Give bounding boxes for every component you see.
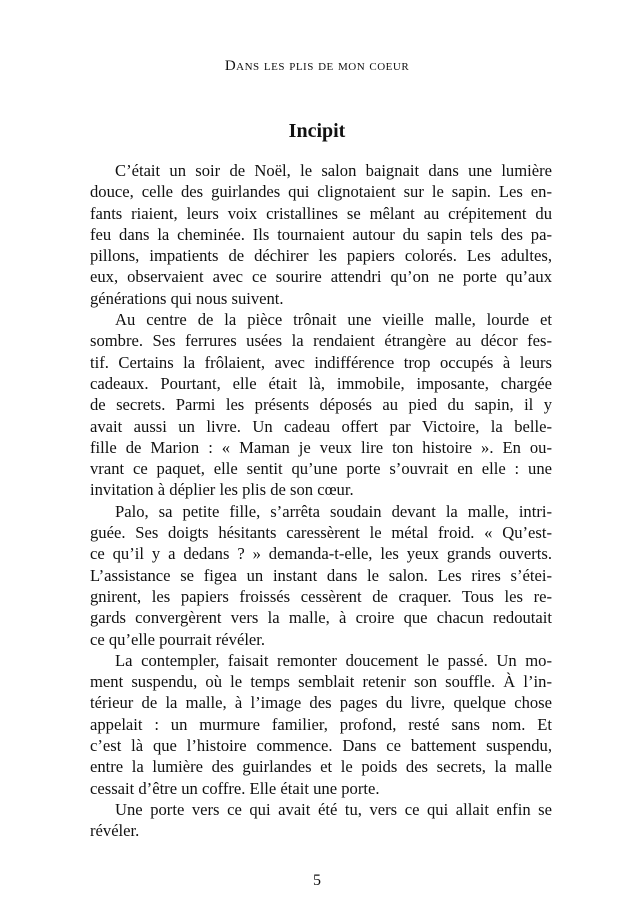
text-line: feu dans la cheminée. Ils tournaient autour du sapin tels des pa- xyxy=(90,224,552,244)
page-number: 5 xyxy=(313,872,321,889)
text-line: de secrets. Parmi les présents déposés au pied du sapin, il y xyxy=(90,395,552,415)
text-line: ce qu’elle pourrait révéler. xyxy=(90,629,266,649)
paragraph-2 xyxy=(90,309,552,501)
text-line: sombre. Ses ferrures usées la rendaient étrangère au décor fes- xyxy=(90,331,552,351)
text-line: ce qu’il y a dedans ? » demanda-t-elle, les yeux grands ouverts. xyxy=(90,544,552,564)
text-line: térieur de la malle, à l’image des pages du livre, quelque chose xyxy=(90,693,552,713)
paragraph-1 xyxy=(90,160,552,309)
text-line: fants riaient, leurs voix cristallines se mêlant au crépitement du xyxy=(90,203,552,223)
text-line: Une porte vers ce qui avait été tu, vers ce qui allait enfin se xyxy=(115,799,552,819)
text-line: révéler. xyxy=(90,821,140,841)
body-text xyxy=(90,160,552,842)
text-line: appelait : un murmure familier, profond, resté sans nom. Et xyxy=(90,714,552,734)
text-line: eux, observaient avec ce sourire attendri qu’on ne porte qu’aux xyxy=(90,267,552,287)
text-line: vrant ce paquet, elle sentit qu’une porte s’ouvrait en elle : une xyxy=(90,459,552,479)
text-line: fille de Marion : « Maman je veux lire ton histoire ». En ou- xyxy=(90,437,552,457)
text-line: c’est là que l’histoire commence. Dans ce battement suspendu, xyxy=(90,736,552,756)
text-line: La contempler, faisait remonter doucement le passé. Un mo- xyxy=(115,650,552,670)
text-line: tif. Certains la frôlaient, avec indifférence trop occupés à leurs xyxy=(90,352,552,372)
text-line: Au centre de la pièce trônait une vieille malle, lourde et xyxy=(115,310,552,330)
text-line: pillons, impatients de déchirer les papiers colorés. Les adultes, xyxy=(90,246,552,266)
text-line: L’assistance se figea un instant dans le salon. Les rires s’étei- xyxy=(90,565,552,585)
text-line: avait aussi un livre. Un cadeau offert par Victoire, la belle- xyxy=(90,416,552,436)
text-line: ment suspendu, où le temps semblait retenir son souffle. À l’in- xyxy=(90,672,552,692)
text-line: gnirent, les papiers froissés cessèrent de craquer. Tous les re- xyxy=(90,586,552,606)
text-line: douce, celle des guirlandes qui clignotaient sur le sapin. Les en- xyxy=(90,182,552,202)
text-line: gards convergèrent vers la malle, à croire que chacun redoutait xyxy=(90,608,552,628)
text-line: Palo, sa petite fille, s’arrêta soudain devant la malle, intri- xyxy=(115,501,552,521)
text-line: guée. Ses doigts hésitants caressèrent le métal froid. « Qu’est- xyxy=(90,523,552,543)
paragraph-5 xyxy=(90,799,552,842)
paragraph-4 xyxy=(90,650,552,799)
text-line: cadeaux. Pourtant, elle était là, immobile, imposante, chargée xyxy=(90,373,552,393)
text-line: C’était un soir de Noël, le salon baignait dans une lumière xyxy=(115,161,552,180)
chapter-title: Incipit xyxy=(288,120,346,142)
text-line: générations qui nous suivent. xyxy=(90,288,284,308)
paragraph-3 xyxy=(90,501,552,650)
text-line: entre la lumière des guirlandes et le poids des secrets, la malle xyxy=(90,757,552,777)
text-line: invitation à déplier les plis de son cœur. xyxy=(90,480,354,500)
text-line: cessait d’être un coffre. Elle était une porte. xyxy=(90,778,380,798)
running-title: Dans les plis de mon coeur xyxy=(224,58,410,74)
